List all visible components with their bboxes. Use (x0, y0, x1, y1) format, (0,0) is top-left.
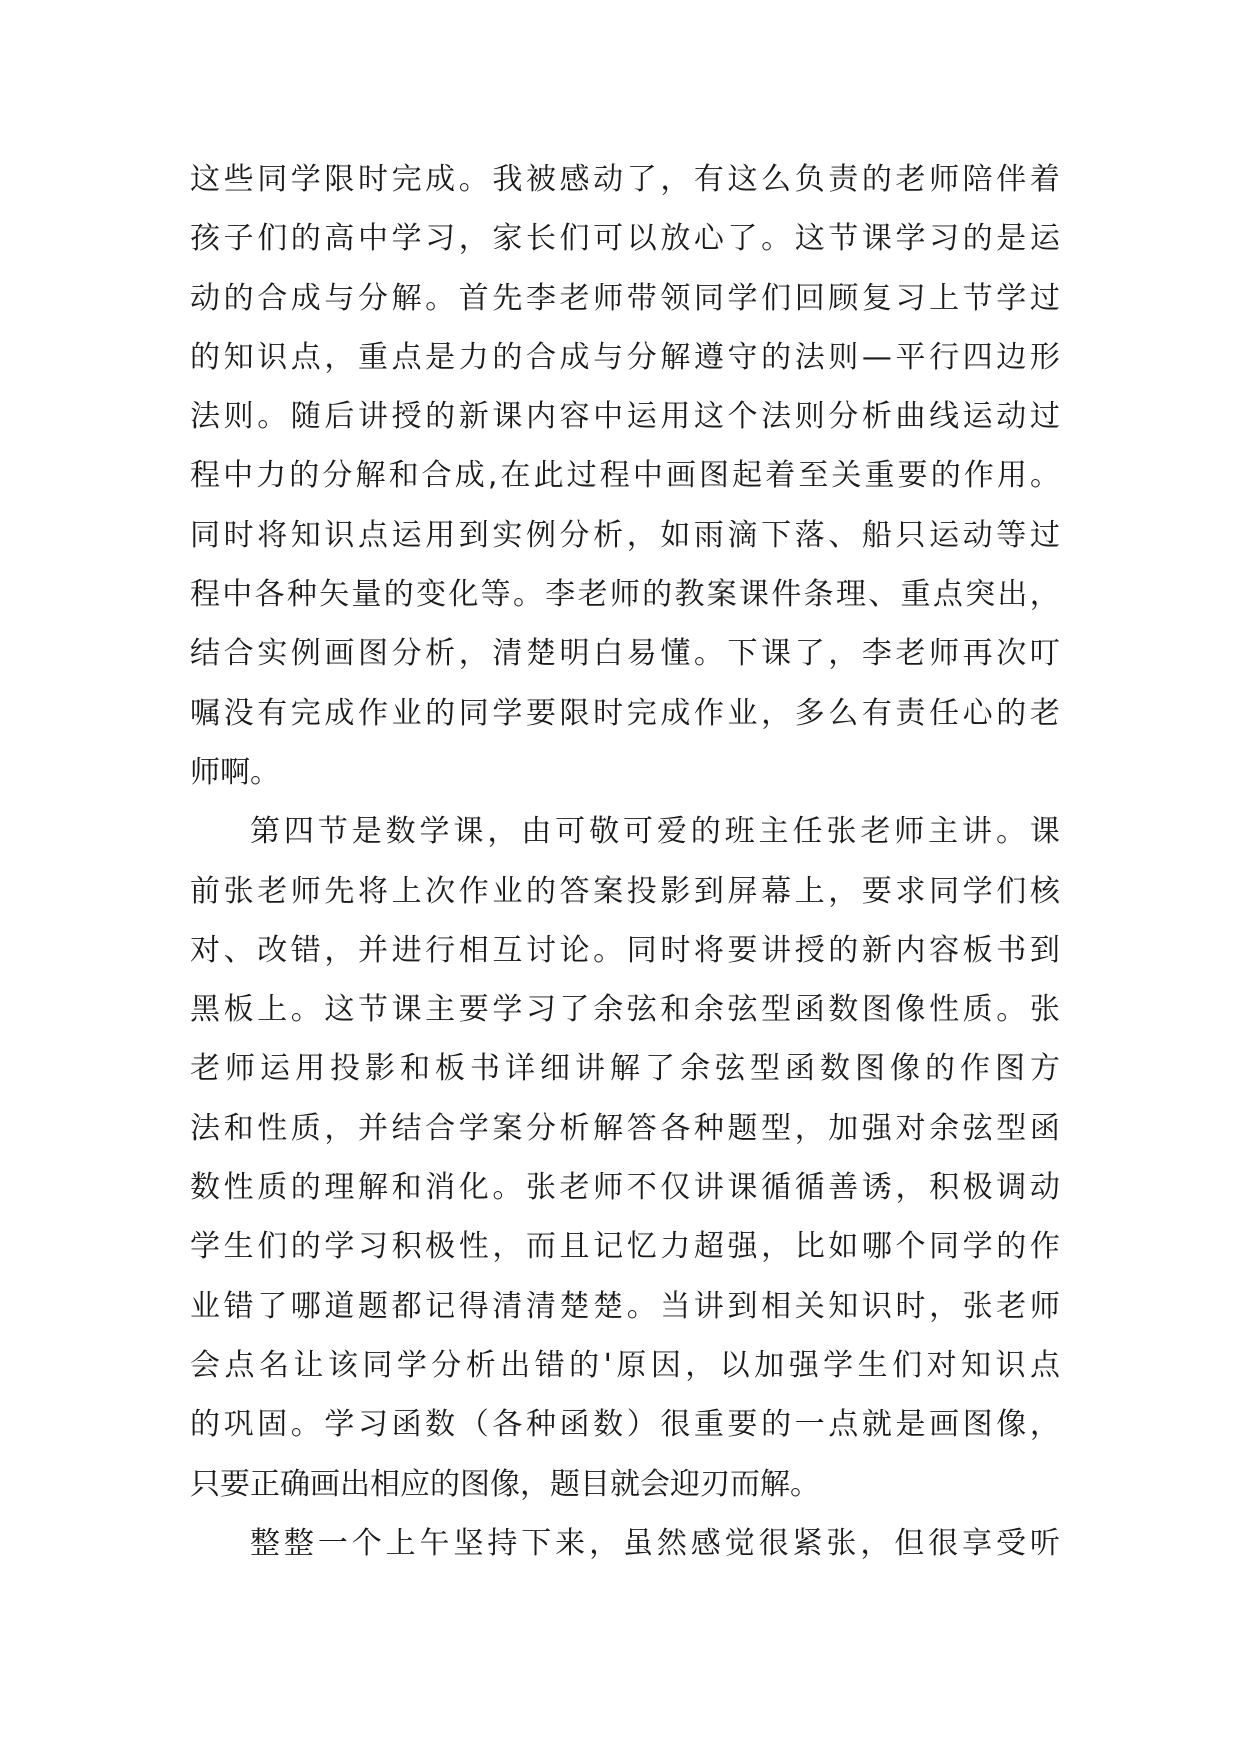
text-line: 这 些 同 学 限 时 完 成 。 我 被 感 动 了 ， 有 这 么 负 责 的 老 师 陪 伴 着 (190, 162, 1060, 197)
text-line: 程 中 力 的 分 解 和 合 成 , 在 此 过 程 中 画 图 起 着 至 关 重 要 的 作 用 。 (190, 458, 1060, 494)
text-line: 的 知 识 点 ， 重 点 是 力 的 合 成 与 分 解 遵 守 的 法 则 — 平 行 四 边 形 (190, 339, 1060, 375)
text-line: 第 四 节 是 数 学 课 ， 由 可 敬 可 爱 的 班 主 任 张 老 师 主 讲 。 课 (250, 814, 1060, 850)
text-line: 数 性 质 的 理 解 和 消 化 。 张 老 师 不 仅 讲 课 循 循 善 诱 ， 积 极 调 动 (190, 1170, 1060, 1206)
text-line: 整 整 一 个 上 午 坚 持 下 来 ， 虽 然 感 觉 很 紧 张 ， 但 很 享 受 听 (250, 1525, 1060, 1561)
text-line: 学 生 们 的 学 习 积 极 性 ， 而 且 记 忆 力 超 强 ， 比 如 哪 个 同 学 的 作 (190, 1229, 1060, 1265)
text-line: 黑 板 上 。 这 节 课 主 要 学 习 了 余 弦 和 余 弦 型 函 数 图 像 性 质 。 张 (190, 992, 1060, 1028)
text-line: 动 的 合 成 与 分 解 。 首 先 李 老 师 带 领 同 学 们 回 顾 复 习 上 节 学 过 (190, 280, 1060, 316)
text-line: 法 则 。 随 后 讲 授 的 新 课 内 容 中 运 用 这 个 法 则 分 析 曲 线 运 动 过 (190, 399, 1060, 435)
text-line: 会 点 名 让 该 同 学 分 析 出 错 的 ' 原 因 ， 以 加 强 学 生 们 对 知 识 点 (190, 1347, 1060, 1383)
text-line: 前 张 老 师 先 将 上 次 作 业 的 答 案 投 影 到 屏 幕 上 ， 要 求 同 学 们 核 (190, 873, 1060, 909)
text-line: 程 中 各 种 矢 量 的 变 化 等 。 李 老 师 的 教 案 课 件 条 理 、 重 点 突 出 ， (190, 577, 1060, 613)
text-line: 法 和 性 质 ， 并 结 合 学 案 分 析 解 答 各 种 题 型 ， 加 强 对 余 弦 型 函 (190, 1110, 1060, 1146)
document-body (190, 150, 1060, 1573)
text-line: 老 师 运 用 投 影 和 板 书 详 细 讲 解 了 余 弦 型 函 数 图 像 的 作 图 方 (190, 1051, 1060, 1087)
text-line: 结 合 实 例 画 图 分 析 ， 清 楚 明 白 易 懂 。 下 课 了 ， 李 老 师 再 次 叮 (190, 636, 1060, 672)
text-line: 的 巩 固 。 学 习 函 数 （ 各 种 函 数 ） 很 重 要 的 一 点 就 是 画 图 像 ， (190, 1407, 1060, 1443)
text-line: 业 错 了 哪 道 题 都 记 得 清 清 楚 楚 。 当 讲 到 相 关 知 识 时 ， 张 老 师 (190, 1288, 1060, 1324)
text-line: 同 时 将 知 识 点 运 用 到 实 例 分 析 ， 如 雨 滴 下 落 、 船 只 运 动 等 过 (190, 517, 1060, 553)
text-line: 对 、 改 错 ， 并 进 行 相 互 讨 论 。 同 时 将 要 讲 授 的 新 内 容 板 书 到 (190, 932, 1060, 968)
text-line: 师啊。 (190, 754, 280, 790)
text-line: 嘱 没 有 完 成 作 业 的 同 学 要 限 时 完 成 作 业 ， 多 么 有 责 任 心 的 老 (190, 695, 1060, 731)
text-line: 孩 子 们 的 高 中 学 习 ， 家 长 们 可 以 放 心 了 。 这 节 课 学 习 的 是 运 (190, 221, 1060, 257)
text-line: 只要正确画出相应的图像，题目就会迎刃而解。 (190, 1466, 820, 1502)
